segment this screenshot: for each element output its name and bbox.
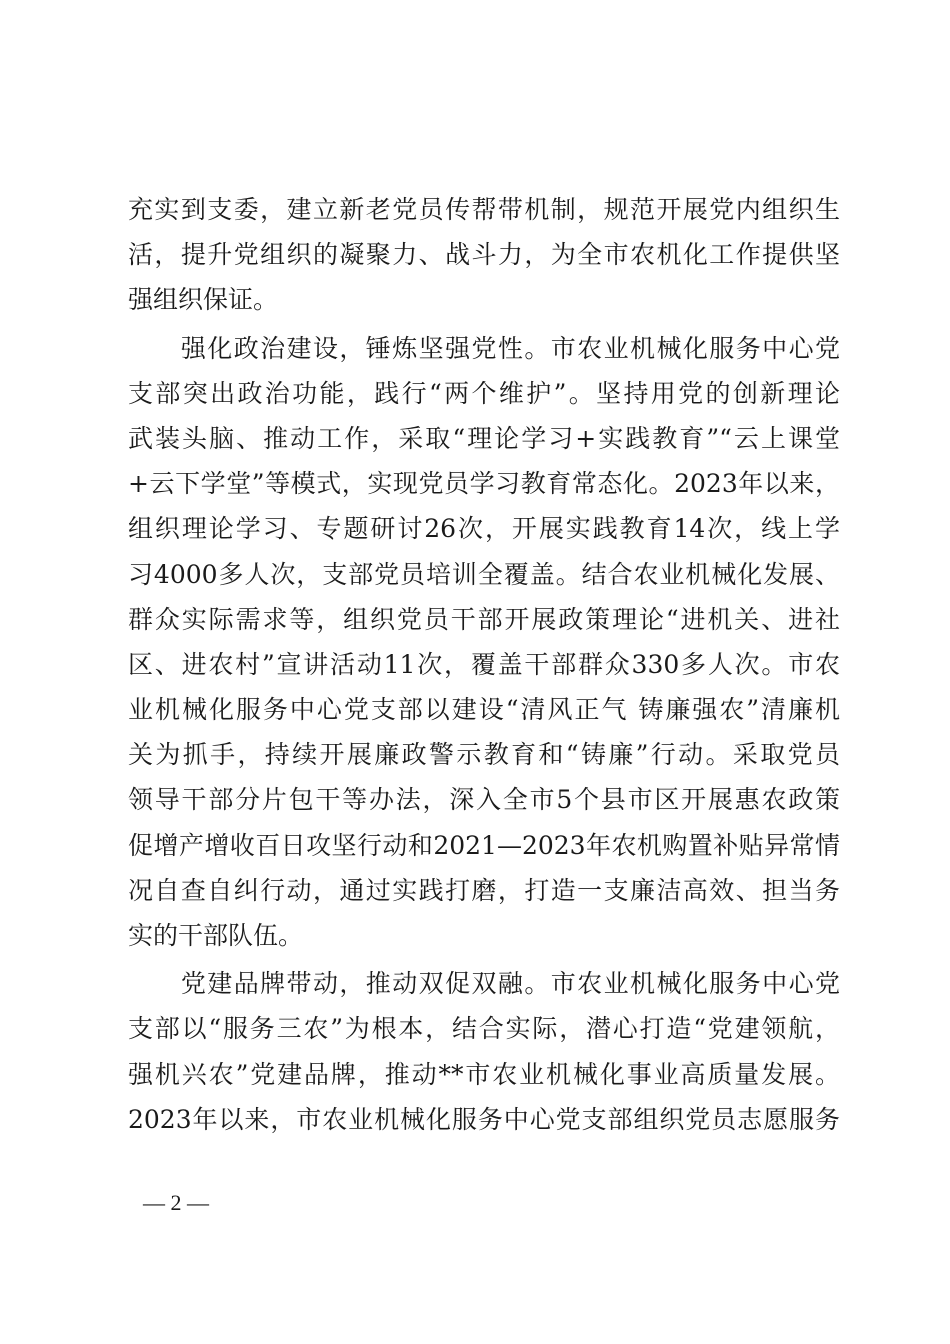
text-line: 业机械化服务中心党支部以建设“清风正气 铸廉强农”清廉机 bbox=[128, 695, 840, 725]
text-line: 党建品牌带动，推动双促双融。市农业机械化服务中心党 bbox=[128, 969, 840, 999]
text-line: 群众实际需求等，组织党员干部开展政策理论“进机关、进社 bbox=[128, 604, 840, 634]
text-line: 强组织保证。 bbox=[128, 285, 279, 315]
paragraph-1 bbox=[128, 187, 840, 323]
text-line: 况自查自纠行动，通过实践打磨，打造一支廉洁高效、担当务 bbox=[128, 875, 840, 905]
text-line: 区、进农村”宣讲活动11次，覆盖干部群众330多人次。市农 bbox=[128, 649, 840, 679]
body-text bbox=[128, 187, 840, 1142]
paragraph-2 bbox=[128, 326, 840, 959]
text-line: 充实到支委，建立新老党员传帮带机制，规范开展党内组织生 bbox=[128, 195, 840, 224]
text-line: +云下学堂”等模式，实现党员学习教育常态化。2023年以来， bbox=[128, 469, 840, 499]
paragraph-3 bbox=[128, 961, 840, 1142]
text-line: 强化政治建设，锤炼坚强党性。市农业机械化服务中心党 bbox=[128, 333, 840, 363]
text-line: 武装头脑、推动工作，采取“理论学习+实践教育”“云上课堂 bbox=[128, 423, 840, 453]
page-number: — 2 — bbox=[143, 1190, 209, 1215]
text-line: 强机兴农”党建品牌，推动**市农业机械化事业高质量发展。 bbox=[128, 1059, 840, 1089]
text-line: 习4000多人次，支部党员培训全覆盖。结合农业机械化发展、 bbox=[128, 559, 840, 589]
text-line: 活，提升党组织的凝聚力、战斗力，为全市农机化工作提供坚 bbox=[128, 240, 840, 270]
text-line: 2023年以来，市农业机械化服务中心党支部组织党员志愿服务 bbox=[128, 1104, 840, 1134]
text-line: 促增产增收百日攻坚行动和2021—2023年农机购置补贴异常情 bbox=[128, 830, 840, 860]
text-line: 领导干部分片包干等办法，深入全市5个县市区开展惠农政策 bbox=[128, 785, 840, 815]
text-line: 支部以“服务三农”为根本，结合实际，潜心打造“党建领航， bbox=[128, 1014, 840, 1044]
text-line: 支部突出政治功能，践行“两个维护”。坚持用党的创新理论 bbox=[128, 378, 840, 408]
text-line: 关为抓手，持续开展廉政警示教育和“铸廉”行动。采取党员 bbox=[128, 740, 840, 770]
text-line: 组织理论学习、专题研讨26次，开展实践教育14次，线上学 bbox=[128, 514, 840, 544]
text-line: 实的干部队伍。 bbox=[128, 921, 304, 950]
